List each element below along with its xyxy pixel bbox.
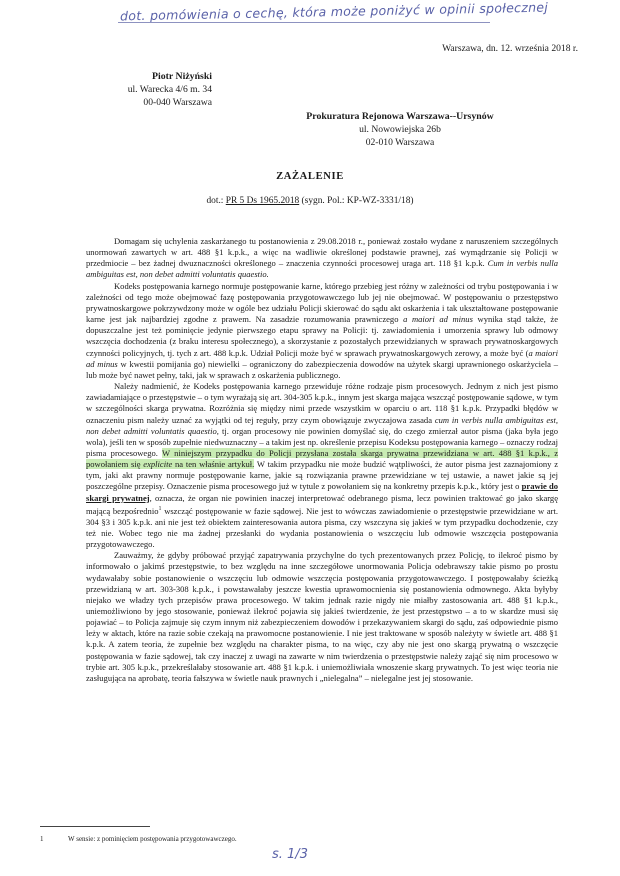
text-run: , tj. organ procesowy nie powinien domyślać się, do czego zmierzał autor pisma (jaka była jego wola), jeśli ten w sposób zupełnie niedwuznaczny – a takim jest np. określenie przepisu Kodeksu postępowania karnego – oznaczy rodzaj pisma procesowego. [86,425,558,458]
sender-block [72,70,212,109]
recipient-city: 02-010 Warszawa [365,137,435,148]
footnote-separator [40,826,150,827]
highlighted-text: W niniejszym przypadku do Policji przysłana została skarga prywatna przewidziana w art. 488 §1 k.p.k., z powołaniem się [86,447,558,470]
highlighted-text: na ten właśnie artykuł. [172,459,255,470]
text-run: , oznacza, że organ nie powinien inaczej interpretować odebranego pisma, lecz powinien traktować go jako skargę mającą bezpośrednio [86,492,559,516]
recipient-block [290,110,510,149]
body-paragraph [86,550,558,684]
handwritten-annotation: dot. pomówienia o cechę, która może poniżyć w opinii społecznej [119,0,549,24]
document-title: ZAŻALENIE [276,171,344,182]
footnote-number: 1 [40,835,44,843]
body-paragraph [86,381,558,550]
latin-phrase: Cum in verbis nulla ambiguitas est, non debet admitti voluntatis quaestio. [86,258,558,280]
latin-phrase: cum in verbis nulla ambiguitas est, non debet admitti voluntatis quaestio [86,414,558,436]
date-line: Warszawa, dn. 12. września 2018 r. [442,43,578,54]
body-paragraph [86,236,558,281]
document-body [86,236,558,684]
text-run: Należy nadmienić, że Kodeks postępowania karnego przewiduje różne rodzaje pism procesowych. Jednym z nich jest pismo zawiadamiające o przestępstwie – o tym wyrażają się art. 304-305 k.p.k., innym jest skarga mająca wszcząć postępowanie sądowe, w tym w szczególności skarga prywatna. Rozróżnia się między nimi przede wszystkim w oparciu o art. 118 §1 k.p.k. Przypadki błędów w oznaczeniu pism należy uznać za wyjątki od tej reguły, przy czym obowiązuje zwyczajowa zasada [86,381,558,425]
sender-street: ul. Warecka 4/6 m. 34 [127,84,212,95]
footnote [40,835,237,843]
highlighted-text: explicite [143,459,173,470]
footnote-text: W sensie: z pominięciem postępowania przygotowawczego. [68,835,237,843]
police-reference: (sygn. Pol.: KP-WZ-3331/18) [301,196,414,206]
body-paragraph [86,281,558,381]
recipient-street: ul. Nowowiejska 26b [359,124,441,135]
text-run: Domagam się uchylenia zaskarżanego tu postanowienia z 29.08.2018 r., ponieważ zostało wydane z naruszeniem szczególnych unormowań zawartych w art. 488 §1 k.p.k., a więc na wadliwie określonej podstawie prawnej, zaś wymądrzanie się Policji w przedmiocie – bez żadnej dwuznaczności określonego – znaczenia czynności procesowej uraga art. 118 §1 k.p.k. [86,236,558,269]
sender-city: 00-040 Warszawa [143,97,212,108]
text-run: Kodeks postępowania karnego normuje postępowanie karne, którego przebieg jest różny w zależności od trybu postępowania i w zależności od tego może obejmować fazę postępowania przygotowawczego lub jej nie obejmować. W postępowaniu o przestępstwo prywatnoskargowe pokrzywdzony może w ogóle bez udziału Policji skierować do sądu akt oskarżenia i tak ukształtowane postępowanie karne jest jak najbardziej zgodne z prawem. Na zasadzie rozumowania prawniczego [86,280,558,325]
sender-name: Piotr Niżyński [152,71,212,82]
handwritten-page-number: s. 1/3 [272,847,308,862]
ref-prefix: dot.: [206,196,224,206]
text-run: W takim przypadku nie może budzić wątpliwości, że autor pisma jest zaznajomiony z tym, jaki akt prawny normuje postępowanie karne, jakie są rozwiązania prawne przewidziane w tej ustawie, a nawet jakie są jej poszczególne przepisy. Oznaczenie pisma procesowego już w tytule z powołaniem się na konkretny przepis k.p.k., który jest o [86,459,558,492]
text-run: Zauważmy, że gdyby próbować przyjąć zapatrywania przychylne do tych prezentowanych przez Policję, to ilekroć pismo by informowało o jakimś przestępstwie, to bez względu na inne szczegółowe unormowania Policja odebrawszy takie pismo po prostu wydawałaby sobie postanowienie o wszczęciu lub odmowie wszczęcia postępowania przygotowawczego. I postępowałaby ścieżką przewidzianą w art. 303-308 k.p.k., i powstawałaby jeszcze kwestia uprawomocnienia się postanowienia odmownego. Akta byłyby niejako we władzy tych przepisów prawa procesowego. W takim jednak razie nigdy nie miałby zastosowania art. 488 §1 k.p.k., uniemożliwiono by jego stosowanie, ponieważ ilekroć pojawia się jakieś twierdzenie, że jest przestępstwo – a to w skardze musi się pojawiać – to Policja zajmuje się czym innym niż zabezpieczeniem dowodów i przekazywaniem skargi do sądu, zaś odpowiednie pismo leży w aktach, które na razie sobie czekają na prawomocne postanowienie. I nie jest traktowane w sposób należyty w świetle art. 488 §1 k.p.k. A zatem teoria, że zupełnie bez względu na charakter pisma, to na więc, czy aby nie jest ono skargą prywatną o wszczęcie postępowania w fazie sądowej, tak czy inaczej z uwagi na zawarte w nim twierdzenia o przestępstwie należy zająć się nim procesowo w trybie art. 305 k.p.k., przekreślałaby stosowanie art. 488 §1 k.p.k. i uniemożliwiała wnoszenie skarg prywatnych. To jest więc teoria nie zasługująca na aprobatę, teoria fałszywa w świetle nauk prawnych i „nielegalna” – nielegalne jest jej stosowanie. [86,550,558,683]
annotation-underline [118,22,490,23]
footnote-reference: 1 [158,505,162,512]
emphasized-text: prawie do skargi prywatnej [86,481,559,503]
latin-phrase: a maiori ad minus [403,314,473,325]
text-run: wynika stąd także, że dopuszczalne jest też pominięcie jedynie pierwszego etapu sprawy na Policji: tj. zawiadomienia i umorzenia sprawy lub odmowy wszczęcia dochodzenia (z braku interesu społecznego), a skorzystanie z pozostałych przewidzianych w sprawach prywatnoskargowych czynności policyjnych, tj. tych z art. 488 k.p.k. Udział Policji może być w sprawach prywatnoskargowych zerowy, a może być ( [86,314,559,358]
case-reference [0,196,620,206]
recipient-name: Prokuratura Rejonowa Warszawa--Ursynów [306,111,494,122]
latin-phrase: a maiori ad minus [86,347,558,369]
case-number: PR 5 Ds 1965.2018 [225,196,300,206]
text-run: wszcząć postępowanie w fazie sądowej. Nie jest to wówczas zawiadomienie o przestępstwie przewidziane w art. 304 §3 i 305 k.p.k. ani nie jest też obiektem zainteresowania autora pisma, czy wszczyna się jakieś w tym przypadku dochodzenie, czy też nie. Wobec tego nie ma żadnej przesłanki do wydania postanowienia o wszczęciu lub odmowie wszczęcia postępowania przygotowawczego. [86,505,559,550]
text-run: w kwestii pomijania go) niewielki – ograniczony do zabezpieczenia dowodów na użytek skargi uprawnionego oskarżyciela – lub może być nawet pełny, taki, jak w sprawach z oskarżenia publicznego. [86,358,559,380]
